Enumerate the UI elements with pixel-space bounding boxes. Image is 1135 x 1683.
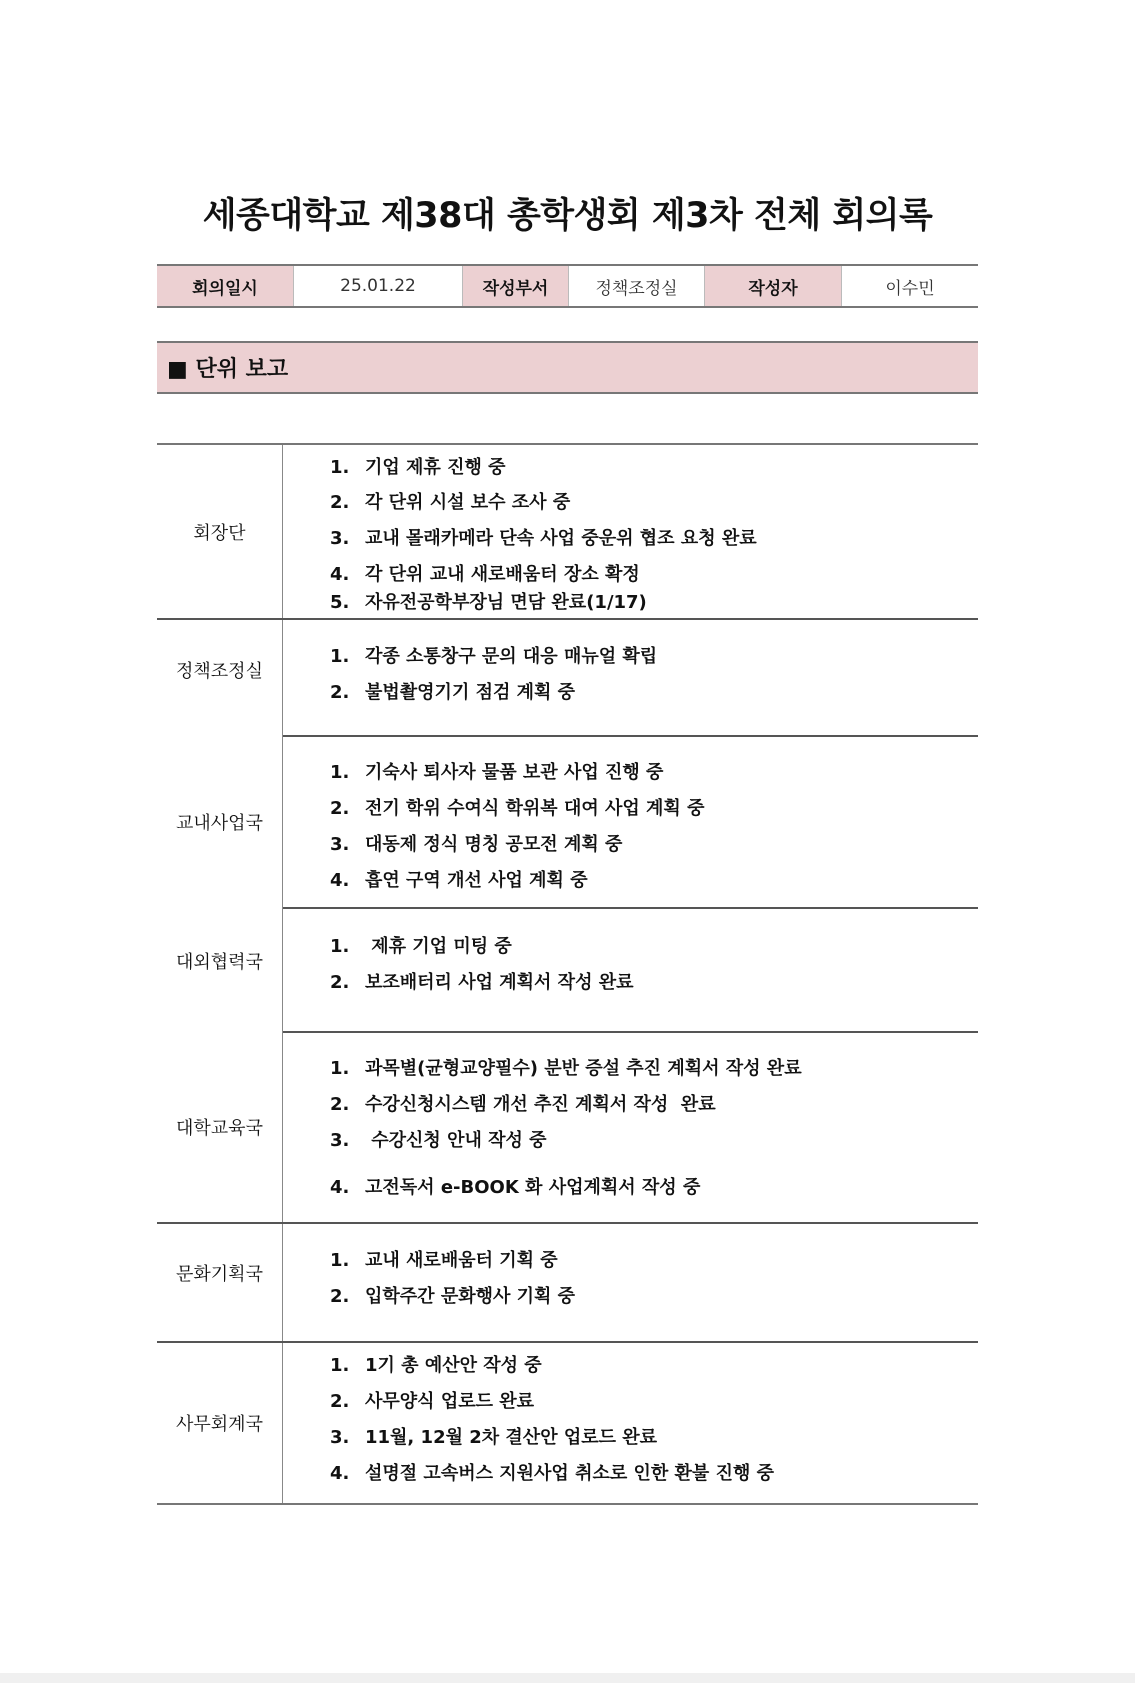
- list-item: [330, 488, 570, 514]
- report-row: [157, 1032, 978, 1222]
- meeting-meta-table: [157, 264, 978, 308]
- list-item: [330, 678, 575, 704]
- list-item: [330, 830, 622, 856]
- author-value: 이수민: [885, 278, 935, 299]
- item-number: 4.: [330, 1463, 350, 1484]
- list-item: [330, 794, 704, 820]
- item-text: 각 단위 교내 새로배움터 장소 확정: [365, 564, 640, 585]
- item-text: 각종 소통창구 문의 대응 매뉴얼 확립: [365, 646, 658, 667]
- item-number: 1.: [330, 762, 350, 783]
- report-row: [157, 445, 978, 618]
- item-text: 자유전공학부장님 면담 완료(1/17): [365, 592, 647, 613]
- item-text: 제휴 기업 미팅 중: [365, 936, 512, 957]
- item-text: 기업 제휴 진행 중: [365, 457, 506, 478]
- item-number: 3.: [330, 528, 350, 549]
- item-number: 2.: [330, 972, 350, 993]
- list-item: [330, 1246, 558, 1272]
- item-text: 수강신청시스템 개선 추진 계획서 작성 완료: [365, 1094, 716, 1115]
- list-item: [330, 1387, 534, 1413]
- item-number: 4.: [330, 870, 350, 891]
- item-text: 대동제 정식 명칭 공모전 계획 중: [365, 834, 623, 855]
- dept-name: 문화기획국: [157, 1224, 283, 1341]
- report-items: [330, 620, 978, 736]
- item-number: 3.: [330, 1130, 350, 1151]
- item-number: 1.: [330, 646, 350, 667]
- dept-name: 대외협력국: [157, 908, 283, 1032]
- report-items: [330, 1032, 978, 1222]
- item-text: 기숙사 퇴사자 물품 보관 사업 진행 중: [365, 762, 664, 783]
- list-item: [330, 1054, 802, 1080]
- dept-name: 정책조정실: [157, 620, 283, 736]
- section-header: ■ 단위 보고: [157, 341, 978, 394]
- item-text: 1기 총 예산안 작성 중: [365, 1355, 542, 1376]
- item-number: 1.: [330, 457, 350, 478]
- list-item: [330, 866, 588, 892]
- list-item: [330, 1282, 575, 1308]
- list-item: [330, 1423, 657, 1449]
- list-item: [330, 524, 757, 550]
- report-items: [330, 1224, 978, 1341]
- item-number: 2.: [330, 1286, 350, 1307]
- item-number: 4.: [330, 564, 350, 585]
- item-text: 흡연 구역 개선 사업 계획 중: [365, 870, 588, 891]
- report-row: [157, 1341, 978, 1503]
- report-items: [330, 445, 978, 618]
- item-number: 2.: [330, 1094, 350, 1115]
- document-title: 세종대학교 제38대 총학생회 제3차 전체 회의록: [202, 196, 933, 236]
- item-number: 3.: [330, 834, 350, 855]
- item-text: 입학주간 문화행사 기획 중: [365, 1286, 576, 1307]
- report-row: [157, 1222, 978, 1341]
- item-number: 2.: [330, 682, 350, 703]
- dept-name: 교내사업국: [157, 736, 283, 908]
- item-number: 1.: [330, 936, 350, 957]
- item-text: 교내 몰래카메라 단속 사업 중운위 협조 요청 완료: [365, 528, 757, 549]
- list-item: [330, 968, 634, 994]
- item-text: 설명절 고속버스 지원사업 취소로 인한 환불 진행 중: [365, 1463, 775, 1484]
- list-item: [330, 758, 663, 784]
- list-item: [330, 932, 512, 958]
- item-text: 사무양식 업로드 완료: [365, 1391, 535, 1412]
- item-text: 보조배터리 사업 계획서 작성 완료: [365, 972, 634, 993]
- dept-name: 회장단: [157, 445, 283, 618]
- unit-report-table: [157, 443, 978, 1505]
- list-item: [330, 588, 647, 614]
- list-item: [330, 642, 657, 668]
- item-number: 3.: [330, 1427, 350, 1448]
- page-bottom-strip: [0, 1673, 1135, 1683]
- dept-name: 사무회계국: [157, 1343, 283, 1503]
- report-row: [157, 736, 978, 908]
- report-row: [157, 618, 978, 736]
- item-number: 4.: [330, 1177, 350, 1198]
- item-text: 고전독서 e-BOOK 화 사업계획서 작성 중: [365, 1177, 701, 1198]
- item-text: 11월, 12월 2차 결산안 업로드 완료: [365, 1427, 658, 1448]
- list-item: [330, 1090, 716, 1116]
- list-item: [330, 560, 640, 586]
- report-items: [330, 736, 978, 908]
- list-item: [330, 453, 506, 479]
- report-row: [157, 908, 978, 1032]
- item-number: 5.: [330, 592, 350, 613]
- report-items: [330, 908, 978, 1032]
- item-number: 1.: [330, 1058, 350, 1079]
- list-item: [330, 1126, 547, 1152]
- author-label: 작성자: [705, 266, 842, 306]
- item-number: 2.: [330, 492, 350, 513]
- writing-dept-value: 정책조정실: [569, 266, 705, 306]
- writing-dept-label: 작성부서: [463, 266, 569, 306]
- item-text: 불법촬영기기 점검 계획 중: [365, 682, 576, 703]
- dept-name: 대학교육국: [157, 1032, 283, 1222]
- item-text: 과목별(균형교양필수) 분반 증설 추진 계획서 작성 완료: [365, 1058, 802, 1079]
- meeting-date-value: 25.01.22: [294, 266, 463, 306]
- item-number: 1.: [330, 1355, 350, 1376]
- list-item: [330, 1459, 774, 1485]
- item-number: 2.: [330, 1391, 350, 1412]
- item-text: 각 단위 시설 보수 조사 중: [365, 492, 571, 513]
- list-item: [330, 1173, 700, 1199]
- list-item: [330, 1351, 542, 1377]
- item-number: 1.: [330, 1250, 350, 1271]
- item-number: 2.: [330, 798, 350, 819]
- report-items: [330, 1343, 978, 1503]
- item-text: 교내 새로배움터 기획 중: [365, 1250, 558, 1271]
- item-text: 수강신청 안내 작성 중: [365, 1130, 547, 1151]
- meeting-date-label: 회의일시: [157, 266, 294, 306]
- item-text: 전기 학위 수여식 학위복 대여 사업 계획 중: [365, 798, 705, 819]
